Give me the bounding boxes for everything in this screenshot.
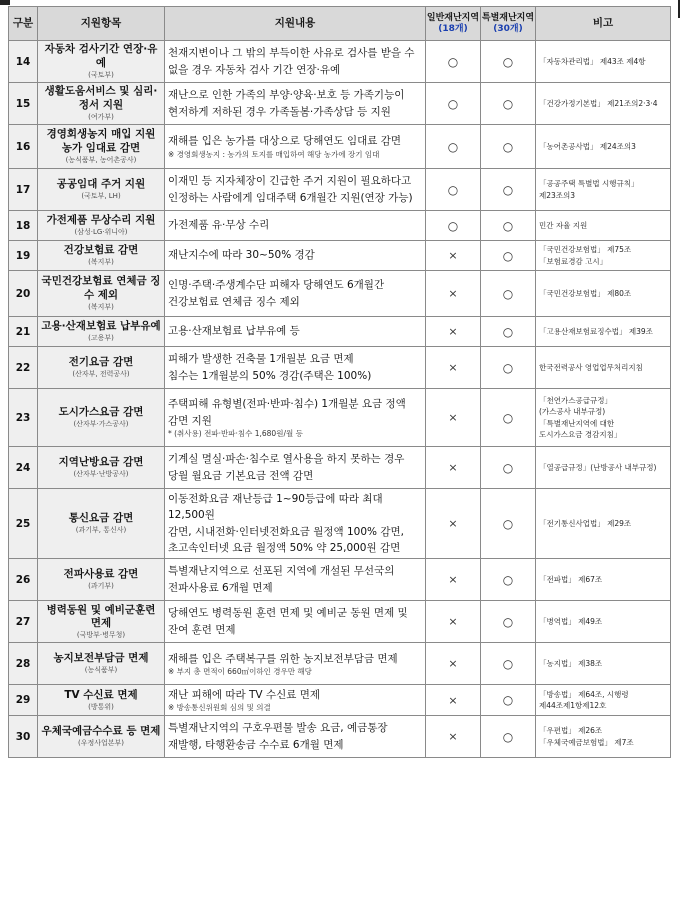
remarks-cell [536, 241, 671, 271]
content-cell [165, 489, 426, 559]
row-number: 28 [9, 643, 38, 685]
remarks-line: 「특별재난지역에 대한 [539, 418, 615, 428]
table-row [9, 241, 671, 271]
item-cell [38, 489, 165, 559]
table-row [9, 169, 671, 211]
item-name: 전파사용료 감면 [63, 568, 139, 581]
general-area-mark: × [426, 685, 481, 716]
special-area-mark: ○ [481, 241, 536, 271]
content-line: 건강보험료 연체금 징수 제외 [168, 295, 300, 308]
table-row [9, 389, 671, 447]
item-agency: (국방부·병무청) [76, 630, 126, 639]
content-cell [165, 559, 426, 601]
special-area-mark: ○ [481, 389, 536, 447]
remarks-line: 「전기통신사업법」 제29조 [539, 518, 632, 528]
item-cell [38, 271, 165, 317]
remarks-line: 「농어촌공사법」 제24조의3 [539, 141, 636, 151]
special-area-mark: ○ [481, 559, 536, 601]
general-area-mark: ○ [426, 41, 481, 83]
content-line: 현저하게 저하된 경우 가족돌봄·가족상담 등 지원 [168, 105, 391, 118]
header-special-count: (30개) [493, 23, 523, 34]
remarks-cell [536, 41, 671, 83]
remarks-line: 「고용산재보험료징수법」 제39조 [539, 326, 653, 336]
general-area-mark: × [426, 241, 481, 271]
item-name: 지역난방요금 감면 [58, 456, 144, 469]
content-cell [165, 716, 426, 758]
header-no: 구분 [9, 7, 38, 41]
row-number: 29 [9, 685, 38, 716]
table-row [9, 41, 671, 83]
special-area-mark: ○ [481, 643, 536, 685]
remarks-cell [536, 169, 671, 211]
content-note: ※ 방송통신위원회 심의 및 의결 [168, 703, 271, 713]
header-general-label: 일반재난지역 [426, 13, 480, 24]
row-number: 23 [9, 389, 38, 447]
header-item: 지원항목 [38, 7, 165, 41]
content-line: 인명·주택·주생계수단 피해자 당해연도 6개월간 [168, 279, 385, 292]
remarks-line: 「천연가스공급규정」 [539, 396, 612, 405]
item-name: 고용·산재보험료 납부유예 [41, 320, 161, 333]
table-header-row [9, 7, 671, 41]
item-cell [38, 41, 165, 83]
general-area-mark: × [426, 271, 481, 317]
table-row [9, 271, 671, 317]
general-area-mark: ○ [426, 211, 481, 241]
item-cell [38, 685, 165, 716]
row-number: 27 [9, 601, 38, 643]
remarks-line: 민간 자율 지원 [539, 220, 588, 230]
item-agency: (복지부) [88, 257, 114, 266]
content-cell [165, 643, 426, 685]
item-agency: (과기부, 통신사) [75, 525, 127, 534]
table-row [9, 685, 671, 716]
row-number: 17 [9, 169, 38, 211]
item-name: 우체국예금수수료 등 면제 [41, 725, 161, 738]
remarks-cell [536, 317, 671, 347]
remarks-cell [536, 83, 671, 125]
item-agency: (산자부·가스공사) [73, 419, 129, 428]
item-agency: (삼성·LG·위니아) [74, 227, 128, 236]
item-agency: (산자부, 전력공사) [72, 369, 130, 378]
remarks-line: 도시가스요금 경감지침」 [539, 429, 622, 439]
row-number: 22 [9, 347, 38, 389]
content-line: 당월 월요금 기본요금 전액 감면 [168, 469, 314, 482]
item-agency: (복지부) [88, 302, 114, 311]
remarks-line: 한국전력공사 영업업무처리지침 [539, 362, 643, 372]
remarks-line: 「국민건강보험법」 제80조 [539, 288, 632, 298]
remarks-line: 「전파법」 제67조 [539, 574, 603, 584]
item-agency: (여가부) [88, 112, 114, 121]
row-number: 21 [9, 317, 38, 347]
item-cell [38, 389, 165, 447]
header-content: 지원내용 [165, 7, 426, 41]
general-area-mark: ○ [426, 169, 481, 211]
item-cell [38, 169, 165, 211]
content-line: 이동전화요금 재난등급 1~90등급에 따라 최대 12,500원 [168, 493, 383, 522]
special-area-mark: ○ [481, 685, 536, 716]
content-line: 재난으로 인한 가족의 부양·양육·보호 등 가족기능이 [168, 89, 405, 102]
special-area-mark: ○ [481, 169, 536, 211]
row-number: 18 [9, 211, 38, 241]
item-name: 농지보전부담금 면제 [53, 652, 149, 665]
row-number: 30 [9, 716, 38, 758]
content-cell [165, 685, 426, 716]
header-remarks: 비고 [536, 7, 671, 41]
general-area-mark: × [426, 317, 481, 347]
item-cell [38, 83, 165, 125]
item-cell [38, 317, 165, 347]
general-area-mark: × [426, 716, 481, 758]
item-name: 통신요금 감면 [68, 512, 134, 525]
item-cell [38, 241, 165, 271]
item-cell [38, 347, 165, 389]
remarks-line: 「방송법」 제64조, 시행령 [539, 689, 629, 699]
content-cell [165, 125, 426, 169]
table-row [9, 643, 671, 685]
header-general-area [426, 7, 481, 41]
content-note: ※ 부지 총 면적이 660㎡이하인 경우만 해당 [168, 666, 312, 676]
edge-mark [678, 0, 680, 18]
general-area-mark: × [426, 389, 481, 447]
corner-mark [0, 0, 10, 5]
content-line: 특별재난지역의 구호우편물 발송 요금, 예금통장 [168, 722, 388, 735]
table-row [9, 211, 671, 241]
item-cell [38, 211, 165, 241]
special-area-mark: ○ [481, 83, 536, 125]
remarks-cell [536, 643, 671, 685]
row-number: 16 [9, 125, 38, 169]
content-line: 전파사용료 6개월 면제 [168, 581, 273, 594]
general-area-mark: × [426, 447, 481, 489]
remarks-line: 「우체국예금보험법」 제7조 [539, 737, 634, 747]
item-name: 생활도움서비스 및 심리·정서 지원 [44, 85, 158, 112]
special-area-mark: ○ [481, 716, 536, 758]
remarks-line: 「우편법」 제26조 [539, 726, 603, 736]
table-row [9, 83, 671, 125]
remarks-line: 「건강가정기본법」 제21조의2·3·4 [539, 98, 658, 108]
content-line: 기계실 멸실·파손·침수로 열사용을 하지 못하는 경우 [168, 453, 405, 466]
content-cell [165, 317, 426, 347]
content-line: 가전제품 유·무상 수리 [168, 219, 270, 232]
content-line: 재해를 입은 주택복구를 위한 농지보전부담금 면제 [168, 652, 398, 665]
content-line: 피해가 발생한 건축물 1개월분 요금 면제 [168, 353, 354, 366]
content-cell [165, 211, 426, 241]
content-line: 초고속인터넷 요금 월정액 50% 약 25,000원 감면 [168, 541, 401, 554]
remarks-cell [536, 347, 671, 389]
table-body [9, 41, 671, 758]
content-line: 천재지변이나 그 밖의 부득이한 사유로 검사를 받을 수 [168, 47, 415, 60]
general-area-mark: × [426, 347, 481, 389]
content-line: 고용·산재보험료 납부유예 등 [168, 325, 300, 338]
remarks-cell [536, 489, 671, 559]
content-cell [165, 169, 426, 211]
content-cell [165, 601, 426, 643]
item-name: 국민건강보험료 연체금 징수 제외 [41, 275, 161, 302]
item-agency: (고용부) [88, 333, 114, 342]
row-number: 20 [9, 271, 38, 317]
general-area-mark: × [426, 643, 481, 685]
item-name: TV 수신료 면제 [64, 688, 138, 701]
content-line: 재난지수에 따라 30~50% 경감 [168, 249, 315, 262]
content-line: 이재민 등 지자체장이 긴급한 주거 지원이 필요하다고 [168, 175, 412, 188]
content-line: 침수는 1개월분의 50% 경감(주택은 100%) [168, 369, 372, 382]
item-name: 경영회생농지 매입 지원 농가 임대료 감면 [46, 128, 156, 155]
item-name: 전기요금 감면 [68, 356, 134, 369]
special-area-mark: ○ [481, 211, 536, 241]
row-number: 15 [9, 83, 38, 125]
item-agency: (국토부) [88, 70, 114, 79]
table-row [9, 489, 671, 559]
content-cell [165, 83, 426, 125]
special-area-mark: ○ [481, 271, 536, 317]
item-name: 건강보험료 감면 [63, 244, 139, 257]
remarks-cell [536, 271, 671, 317]
content-line: 인정하는 사람에게 임대주택 6개월간 지원(연장 가능) [168, 191, 413, 204]
item-cell [38, 716, 165, 758]
item-agency: (방통위) [88, 702, 114, 711]
header-general-count: (18개) [438, 23, 468, 34]
row-number: 14 [9, 41, 38, 83]
table-row [9, 317, 671, 347]
content-line: 특별재난지역으로 선포된 지역에 개설된 무선국의 [168, 565, 395, 578]
special-area-mark: ○ [481, 447, 536, 489]
item-agency: (국토부, LH) [81, 191, 121, 200]
item-cell [38, 125, 165, 169]
remarks-line: 「농지법」 제38조 [539, 658, 603, 668]
remarks-line: 「공공주택 특별법 시행규칙」 [539, 179, 639, 189]
row-number: 26 [9, 559, 38, 601]
content-cell [165, 389, 426, 447]
content-line: 감면 지원 [168, 414, 212, 427]
general-area-mark: ○ [426, 125, 481, 169]
content-cell [165, 241, 426, 271]
table-row [9, 347, 671, 389]
item-cell [38, 643, 165, 685]
row-number: 25 [9, 489, 38, 559]
content-cell [165, 41, 426, 83]
content-line: 없을 경우 자동차 검사 기간 연장·유예 [168, 63, 341, 76]
remarks-cell [536, 716, 671, 758]
remarks-line: 「열공급규정」(난방공사 내부규정) [539, 462, 657, 472]
item-cell [38, 559, 165, 601]
table-row [9, 125, 671, 169]
table-row [9, 601, 671, 643]
row-number: 24 [9, 447, 38, 489]
remarks-line: 「보험료경감 고시」 [539, 256, 608, 266]
item-name: 공공임대 주거 지원 [56, 178, 146, 191]
remarks-line: 「자동차관리법」 제43조 제4항 [539, 56, 646, 66]
remarks-cell [536, 559, 671, 601]
content-line: 재발행, 타행환송금 수수료 6개월 면제 [168, 738, 344, 751]
table-row [9, 447, 671, 489]
general-area-mark: ○ [426, 83, 481, 125]
content-line: 잔여 훈련 면제 [168, 623, 236, 636]
item-cell [38, 601, 165, 643]
remarks-cell [536, 125, 671, 169]
special-area-mark: ○ [481, 41, 536, 83]
item-agency: (산자부·난방공사) [73, 469, 129, 478]
table-row [9, 716, 671, 758]
content-note: ※ 경영회생농지 : 농가의 토지를 매입하여 해당 농가에 장기 임대 [168, 149, 380, 159]
content-line: 재해를 입은 농가를 대상으로 당해연도 임대료 감면 [168, 135, 402, 148]
special-area-mark: ○ [481, 489, 536, 559]
item-name: 병력동원 및 예비군훈련 면제 [46, 603, 156, 630]
content-note: * (취사용) 전파·반파·침수 1,680원/월 등 [168, 428, 303, 438]
remarks-line: 제23조의3 [539, 190, 576, 200]
general-area-mark: × [426, 601, 481, 643]
content-line: 당해연도 병력동원 훈련 면제 및 예비군 동원 면제 및 [168, 607, 408, 620]
support-items-table [8, 6, 671, 758]
remarks-cell [536, 447, 671, 489]
remarks-line: 제44조제1항제12호 [539, 701, 607, 711]
item-name: 가전제품 무상수리 지원 [46, 214, 156, 227]
content-line: 감면, 시내전화·인터넷전화요금 월정액 100% 감면, [168, 525, 404, 538]
content-cell [165, 271, 426, 317]
item-name: 도시가스요금 감면 [58, 406, 144, 419]
content-cell [165, 347, 426, 389]
item-agency: (농식품부, 농어촌공사) [65, 155, 137, 164]
remarks-cell [536, 389, 671, 447]
special-area-mark: ○ [481, 317, 536, 347]
special-area-mark: ○ [481, 601, 536, 643]
item-name: 자동차 검사기간 연장·유예 [44, 43, 158, 70]
content-line: 재난 피해에 따라 TV 수신료 면제 [168, 689, 321, 702]
row-number: 19 [9, 241, 38, 271]
item-agency: (과기부) [88, 582, 114, 590]
remarks-line: (가스공사 내부규정) [539, 407, 606, 417]
remarks-cell [536, 211, 671, 241]
content-cell [165, 447, 426, 489]
special-area-mark: ○ [481, 347, 536, 389]
special-area-mark: ○ [481, 125, 536, 169]
general-area-mark: × [426, 489, 481, 559]
general-area-mark: × [426, 559, 481, 601]
item-agency: (농식품부) [84, 666, 118, 674]
content-line: 주택피해 유형별(전파·반파·침수) 1개월분 요금 정액 [168, 398, 406, 411]
remarks-line: 「국민건강보험법」 제75조 [539, 245, 632, 255]
remarks-cell [536, 601, 671, 643]
table-row [9, 559, 671, 601]
remarks-line: 「병역법」 제49조 [539, 616, 603, 626]
item-cell [38, 447, 165, 489]
remarks-cell [536, 685, 671, 716]
item-agency: (우정사업본부) [77, 739, 125, 748]
header-special-label: 특별재난지역 [481, 13, 535, 24]
header-special-area [481, 7, 536, 41]
